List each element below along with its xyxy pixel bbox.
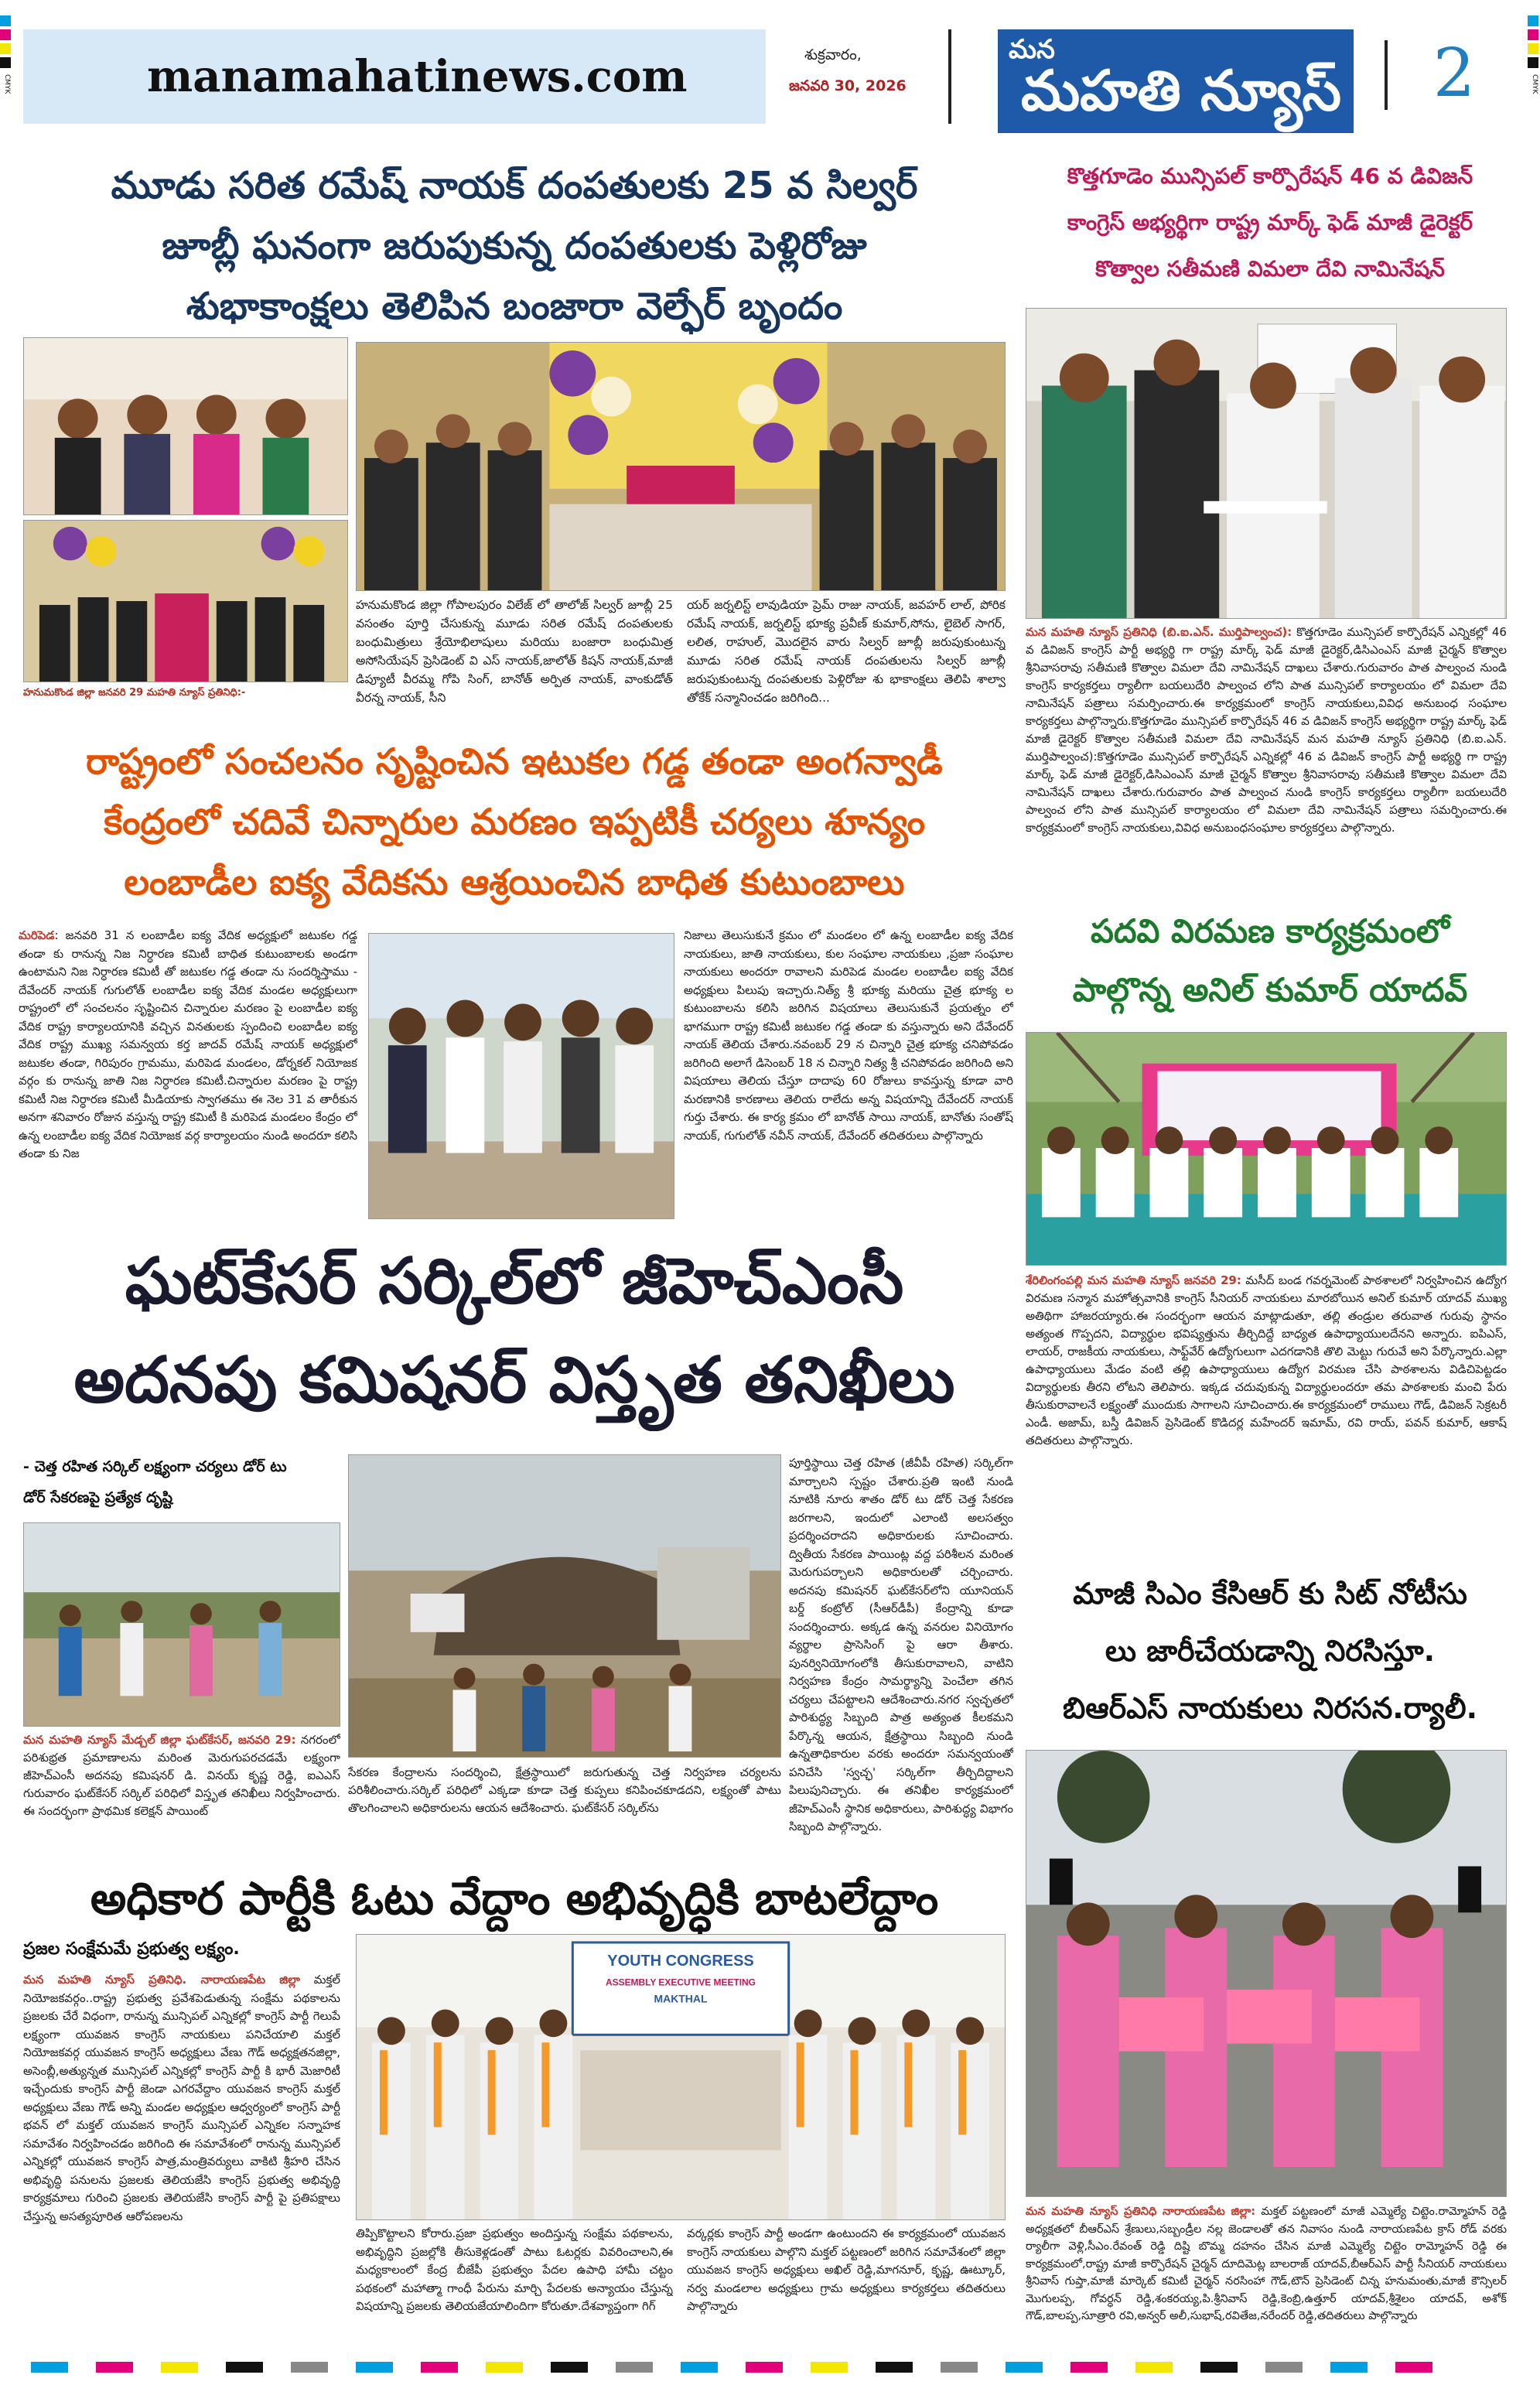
story4-byline: శేరిలింగంపల్లి మన మహతి న్యూస్ జనవరి 29: (1026, 1273, 1241, 1287)
story3-body-col2: నిజాలు తెలుసుకునే క్రమం లో మండలం లో ఉన్న లంబాడీల ఐక్య వేదిక నాయకులు, జాతి నాయకులు, కుల సంఘాల నాయకులు ,ప్రజా సంఘాల నాయకులు అందరూ రావాలని మరిపెడ మండల లంబాడీల ఐక్య వేదిక అధ్యక్షులు పిలుపు ఇచ్చారు.నిత్య్ శ్రీ భూక్య మరియు చైత్ర భూక్య ల కుటుంబాలను కలిసి జరిగిన విషయాలు తెలుసుకునే ప్రయత్నం లో భాగముగా రాష్ట్ర కమిటీ జటుకల గడ్డ తండా కు వస్తున్నారు అని దేవేందర్ నాయక్ తెలియ చేశారు.నవంబర్ 29 న చిన్నారి చైత్ర భూక్య చనిపోవడం జరిగింది అలాగే డిసెంబర్ 18 న చిన్నారి నిత్య శ్రీ చనిపోవడం జరిగింది అని విషయాలు తెలియ చేస్తూ దాదాపు 60 రోజులు కావస్తున్న కూడా వారి మరణానికి కారణాలు తెలియ రాలేదు అన్న విషయాన్ని దేవేందర్ నాయక్ గుర్తు చేశారు. ఈ కార్య క్రమం లో బానోత్ సాయి నాయక్, బానోతు సంతోష్ నాయక్, గుగులోత్ నవీన్ నాయక్, దేవేందర్ తదితరులు పాల్గొన్నారు (684, 928, 1013, 1143)
story5-subhead-line1: - చెత్త రహిత సర్కిల్ లక్ష్యంగా చర్యలు డోర్ టు (23, 1458, 287, 1475)
story3-headline-line3: లంబాడీల ఐక్య వేదికను ఆశ్రయించిన బాధిత కుటుంబాలు (124, 861, 905, 903)
masthead-day: శుక్రవారం, (804, 46, 862, 63)
story7-subhead: ప్రజల సంక్షేమమే ప్రభుత్వ లక్ష్యం. (23, 1939, 240, 1959)
story7-headline: అధికార పార్టీకి ఓటు వేద్దాం అభివృద్ధికి బాటలేద్దాం (90, 1872, 939, 1925)
story1-headline-line1: మూడు సరిత రమేష్ నాయక్ దంపతులకు 25 వ సిల్వర్ (111, 164, 918, 207)
story3-headline-line1: రాష్ట్రంలో సంచలనం సృష్టించిన ఇటుకల గడ్డ తండా అంగన్వాడీ (86, 740, 943, 782)
story5-photo-garbage-dump (348, 1454, 781, 1758)
story7-body-col3: వర్కర్లకు కాంగ్రెస్ పార్టీ అండగా ఉంటుందని ఈ కార్యక్రమంలో యువజన కాంగ్రెస్ నాయకులు పాల్గొని మక్తల్ పట్టణంలో జరిగిన సమావేశంలో జిల్లా యువజన కాంగ్రెస్ అధ్యక్షులు అఖిల్ రెడ్డి,మాగనూర్, కృష్ణ, ఊట్కూర్, నర్వ మండలాల అధ్యక్షులు గ్రామ అధ్యక్షులు కార్యకర్తలు తదితరులు పాల్గొన్నారు (687, 2226, 1006, 2313)
story3-photo-men (368, 933, 674, 1219)
story5-photo-inspection-small (23, 1522, 340, 1727)
story6-byline: మన మహతి న్యూస్ ప్రతినిధి నారాయణపేట జిల్లా: (1026, 2206, 1256, 2218)
website-url[interactable]: manamahatinews.com (147, 51, 688, 102)
story7-body-col1 (23, 1971, 340, 2335)
story4-body-text: మసీద్ బండ గవర్నమెంట్ పాఠశాలలో నిర్వహించిన ఉద్యోగ విరమణ సన్మాన మహోత్సవానికి కాంగ్రెస్ సీనియర్ నాయకులు మారబోయిన అనిల్ కుమార్ యాదవ్ ముఖ్య అతిథిగా హాజరయ్యారు.ఈ సందర్భంగా ఆయన మాట్లాడుతూ, తల్లి తండ్రుల తరువాత గురువు స్థానం అత్యంత గొప్పదని, విద్యార్థుల భవిష్యత్తును తీర్చిదిద్దే బాధ్యత ఉపాధ్యాయులదేనని అన్నారు. ఐపిఎస్, లాయర్, రాజకీయ నాయకులు, సాఫ్ట్‌వేర్ ఉద్యోగులుగా ఎదగడానికి తొలి మెట్టు గురువే అని పేర్కొన్నారు.ఎల్లా ఉపాధ్యాయులు మేడం వంటి తల్లి ఉపాధ్యాయులు ఉద్యోగ విరమణ చేసి పాఠశాలను విడిచిపెట్టడం విద్యార్థులకు తీరని లోటని తెలిపారు. ఇక్కడ చదువుకున్న విద్యార్థులందరూ తమ పాఠశాలకు మంచి పేరు తీసుకురావాలనే లక్ష్యంతో ముందుకు సాగాలని సూచించారు.ఈ కార్యక్రమంలో రాములు గౌడ్, డివిజన్ సెక్రటరీ ఎండీ. అజామ్, బస్తీ డివిజన్ ప్రెసిడెంట్ కొడిదర్ల మహేందర్ ఇమామ్, రవి రాయ్, పవన్ కుమార్, ఆకాష్ తదితరులు పాల్గొన్నారు. (1026, 1273, 1507, 1447)
story1-headline-line2: జూబ్లీ ఘనంగా జరుపుకున్న దంపతులకు పెళ్లిరోజు (162, 224, 867, 268)
masthead-logo (998, 29, 1354, 133)
story6-headline-line3: బిఆర్ఎస్ నాయకులు నిరసన.ర్యాలీ. (1062, 1691, 1478, 1725)
story4-photo-stage (1026, 1032, 1507, 1266)
story6-body (1026, 2203, 1507, 2335)
story1-photo-balloons-small (23, 520, 348, 682)
story5-body-col2: సేకరణ కేంద్రాలను సందర్శించి, క్షేత్రస్థాయిలో జరుగుతున్న చెత్త నిర్వహణ చర్యలను పరిశీలించారు.సర్కిల్ పరిధిలో ఎక్కడా కూడా చెత్త కుప్పలు కనిపించకూడదని, లక్ష్యంతో పాటు తొలగించాలని అధికారులను ఆయన ఆదేశించారు. ఘట్‌కేసర్ సర్కిల్‌ను (348, 1765, 781, 1815)
story6-body-text: మక్తల్ పట్టణంలో మాజీ ఎమ్మెల్యే చిట్టెం.రామ్మోహన్ రెడ్డి అధ్యక్షతలో బీఆర్ఎస్ శ్రేణులు,సబ్బండ్రీల నల్ల జెండాలతో తన నివాసం నుండి నారాయణపేట క్రాస్ రోడ్ వరకు ర్యాలీగా వెళ్లి,సీఎం.రేవంత్ రెడ్డి దిష్టి బొమ్మ దహనం చేసిన మాజీ ఎమ్మెల్యే చిట్టెం రామ్మోహన్ రెడ్డి ఈ కార్యక్రమంలో,రాష్ట్ర మాజీ కార్పొరేషన్ చైర్మన్ దూదిమెట్ల బాలరాజ్ యాదవ్,బీఆర్ఎస్ పార్టీ సీనియర్ నాయకులు శ్రీనివాస్ గుప్తా,మాజీ మార్కెట్ కమిటీ చైర్మన్ నరసింహా గౌడ్,టౌన్ ప్రెసిడెంట్ చిన్న హనుమంతు,మాజీ కౌన్సిలర్ మొగులప్ప, గోవర్ధన్ రెడ్డి,శంకరయ్య,పి.శ్రీనివాస్ రెడ్డి,కెంబ్రి,ఉత్తూర్ యాదవ్,శ్రీశైలం యాదవ్, అశోక్ గౌడ్,బాలప్ప,సూత్రారి రవి,అన్వర్ అలీ,సుభాష్,రవితేజ,నరేందర్ రెడ్డి,తదితరులు పాల్గొన్నారు (1026, 2206, 1507, 2322)
story5-body-col1-text: నగరంలో పరిశుభ్రత ప్రమాణాలను మరింత మెరుగుపరచడమే లక్ష్యంగా జీహెచ్ఎంసీ అదనపు కమిషనర్ డి. వినయ్ కృష్ణ రెడ్డి, ఐఎఎస్ గురువారం ఘట్‌కేసర్ సర్కిల్ పరిధిలో విస్తృత తనిఖీలు నిర్వహించారు. ఈ సందర్భంగా ప్రాథమిక కలెక్షన్ పాయింట్ (23, 1733, 340, 1818)
youth-congress-banner-text: YOUTH CONGRESS (607, 1952, 754, 1970)
story5-headline-line1: ఘట్‌కేసర్ సర్కిల్‌లో జీహెచ్ఎంసీ (125, 1245, 904, 1318)
story5-subhead-line2: డోర్ సేకరణపై ప్రత్యేక దృష్టి (23, 1489, 173, 1506)
story2-headline-line2: కాంగ్రెస్ అభ్యర్థిగా రాష్ట్ర మార్క్ ఫెడ్ మాజీ డైరెక్టర్ (1067, 210, 1473, 235)
story1-photo-main (356, 342, 1006, 591)
story4-headline-line1: పదవి విరమణ కార్యక్రమంలో (1091, 912, 1450, 950)
story6-headline-line2: లు జారీచేయడాన్ని నిరసిస్తూ. (1105, 1634, 1436, 1668)
story3-headline-line2: కేంద్రంలో చదివే చిన్నారుల మరణం ఇప్పటికీ చర్యలు శూన్యం (104, 801, 925, 842)
story5-headline-line2: అదనపు కమిషనర్ విస్తృత తనిఖీలు (73, 1344, 955, 1417)
story2-headline-line3: కొత్వాల సతీమణి విమలా దేవి నామినేషన్ (1095, 256, 1445, 282)
youth-congress-banner-place: MAKTHAL (654, 1992, 708, 2005)
story7-byline: మన మహతి న్యూస్ ప్రతినిధి. నారాయణపేట జిల్లా (23, 1973, 300, 1987)
page-divider (1385, 40, 1388, 110)
story1-body-col2: యర్ జర్నలిస్ట్ లావుడియా ప్రెమ్ రాజు నాయక్, జవహర్ లాల్, పోరిక రమేష్ నాయక్, జర్నలిస్ట్ భూక్య ప్రవీణ్ కుమార్,సోను, లైబెల్ సాగర్, లలిత, రాహుల్, మొదలైన వారు సిల్వర్ జూబ్లీ జరుపుకుంటున్న మూడు సరిత రమేష్ నాయక్ దంపతులను సిల్వర్ జూబ్లీ జరుపుకుంటున్న దంపతులకు పెళ్లిరోజు శు భాకాంక్షలు తెలిపి శాల్వా తోకేక్ సన్మానించడం జరిగింది... (687, 598, 1006, 705)
story7-body-col2: తిప్పికొట్టాలని కోరారు.ప్రజా ప్రభుత్వం అందిస్తున్న సంక్షేమ పథకాలను, అభివృద్ధిని ప్రజల్లోకి తీసుకెళ్లడంతో పాటు ఓటర్లకు వివరించాలని,ఈ మధ్యకాలంలో కేంద్ర బీజేపీ ప్రభుత్వం పేదల ఉపాధి హామీ చట్టం పథకంలో మహాత్మా గాంధీ పేరును మార్చి పేదలకు అన్యాయం చేస్తున్న విషయాన్ని ప్రజలకు తెలియజేయాలిందిగా కోరుతూ.దేశవ్యాప్తంగా గిగ్ (356, 2226, 673, 2313)
print-color-bar (31, 2361, 1508, 2376)
side-mark-right: CMYK (1528, 15, 1538, 108)
story5-byline: మన మహతి న్యూస్ మేడ్చల్ జిల్లా ఘట్‌కేసర్, జనవరి 29: (23, 1733, 296, 1747)
story2-photo-nomination (1026, 308, 1507, 619)
logo-small: మన (1009, 34, 1055, 65)
story3-body-col1 (19, 927, 357, 1225)
story7-photo-meeting (356, 1934, 1006, 2220)
story4-headline-line2: పాల్గొన్న అనిల్ కుమార్ యాదవ్ (1072, 971, 1468, 1009)
youth-congress-banner-sub: ASSEMBLY EXECUTIVE MEETING (606, 1977, 756, 1988)
story2-body-text: కొత్తగూడెం మున్సిపల్ కార్పొరేషన్ ఎన్నికల్లో 46 వ డివిజన్ కాంగ్రెస్ పార్టీ అభ్యర్థి గా రాష్ట్ర మార్క్ ఫెడ్ మాజీ డైరెక్టర్,డిసిఎంఎస్ మాజీ చైర్మన్ కొత్వాల శ్రీనివాసరావు సతీమణి కొత్వాల విమలా దేవి నామినేషన్ దాఖలు చేశారు.గురువారం పాత పాల్వంచ నుండి కాంగ్రెస్ కార్యకర్తలు ర్యాలీగా బయలుదేరి పాల్వంచ లోని పాత మున్సిపల్ కార్యాలయం లో విమలా దేవి నామినేషన్ పత్రాలు సమర్పించారు.ఈ కార్యక్రమంలో కాంగ్రెస్ నాయకులు,వివిధ అనుబంధ సంఘాల కార్యకర్తలు పాల్గొన్నారు.కొత్తగూడెం మున్సిపల్ కార్పొరేషన్ 46 వ డివిజన్ కాంగ్రెస్ అభ్యర్థిగా రాష్ట్ర మార్క్ ఫెడ్ మాజీ డైరెక్టర్ కొత్వాల సతీమణి విమలా దేవి నామినేషన్ మన మహతి న్యూస్ ప్రతినిధి (బి.ఐ.ఎన్. ముర్తిపాల్వంచ):కొత్తగూడెం మున్సిపల్ కార్పొరేషన్ ఎన్నికల్లో 46 వ డివిజన్ కాంగ్రెస్ పార్టీ అభ్యర్థి గా రాష్ట్ర మార్క్ ఫెడ్ మాజీ డైరెక్టర్,డిసిఎంఎస్ మాజీ చైర్మన్ కొత్వాల శ్రీనివాసరావు సతీమణి కొత్వాల విమలా దేవి నామినేషన్ దాఖలు చేశారు.గురువారం పాత పాల్వంచ నుండి కాంగ్రెస్ కార్యకర్తలు ర్యాలీగా బయలుదేరి పాల్వంచ లోని పాత మున్సిపల్ కార్యాలయం లో విమలా దేవి నామినేషన్ పత్రాలు సమర్పించారు.ఈ కార్యక్రమంలో కాంగ్రెస్ నాయకులు,వివిధ అనుబంధసంఘాల కార్యకర్తలు పాల్గొన్నారు. (1026, 625, 1507, 835)
story1-headline-line3: శుభాకాంక్షలు తెలిపిన బంజారా వెల్ఫేర్ బృందం (186, 285, 843, 328)
story3-byline: మరిపెడ (19, 928, 55, 942)
story1-caption: హనుమకొండ జిల్లా జనవరి 29 మహతి న్యూస్ ప్రతినిధి:- (23, 687, 246, 699)
story2-byline: మన మహతి న్యూస్ ప్రతినిధి (బి.ఐ.ఎన్. ముర్తిపాల్వంచ): (1026, 625, 1292, 639)
story3-body-col1-text: : జనవరి 31 న లంబాడీల ఐక్య వేదిక అధ్యక్షులో జటుకల గడ్డ తండా కు రానున్న నిజ నిర్ధారణ కమిటీ బాధిత కుటుంబాలకు అండగా ఉంటామని నిజ నిర్ధారణ కమిటీ తో జటుకల గడ్డ తండా ను సందర్శిస్తాము - దేవేందర్ నాయక్ గుగులోత్ లంబాడీల ఐక్య వేదిక మండల అధ్యక్షులుగా రాష్ట్రంలో లో సంచలనం సృష్టించిన చిన్నారుల మరణం పై లంబాడీల ఐక్య వేదిక రాష్ట్ర కార్యాలయానికి వచ్చిన వినతులకు స్పందించి లంబాడీల ఐక్య వేదిక రాష్ట్ర ముఖ్య సమన్వయ కర్త జాదవ్ రమేష్ నాయక్ అధ్యక్షులో జటుకల తండా, గిరిపురం గ్రామము, మరిపెడ మండలం, డోర్నకల్ నియోజక వర్గం కు రానున్న జాతి నిజ నిర్ధారణ కమిటీ.చిన్నారుల మరణం పై రాష్ట్ర కమిటీ నిజ నిర్ధారణ కమిటీ మీడియాకు స్వాగతము ఈ నెల 31 వ తారీకున అనగా శనివారం రోజున వస్తున్న రాష్ట్ర కమిటీ కి మరిపెడ మండలం కేంద్రం లో ఉన్న లంబాడీల ఐక్య వేదిక నియోజక వర్గ కార్యాలయం నుండి అందరూ కలిసి తండా కు నిజ (19, 928, 357, 1160)
masthead-date: జనవరి 30, 2026 (789, 77, 907, 94)
story1-body-col1: హనుమకొండ జిల్లా గోపాలపురం విలేజ్ లో తాలోజ్ సిల్వర్ జూబ్లీ 25 వసంతం పూర్తి చేసుకున్న మూడు సరిత రమేష్ దంపతులకు బంధుమిత్రులు శ్రేయోభిలాషులు మరియు బంజారా బంధుమిత్ర అసోసియేషన్ ప్రెసిడెంట్ వి ఎస్ నాయక్,జాలోత్ కిషన్ నాయక్,మాజీ డిప్యూటీ వీరమ్మ గోపి సింగ్, బానోత్ అర్పిత నాయక్, వాంకుడోత్ వీరన్న నాయక్, సీని (356, 598, 673, 705)
story4-body (1026, 1272, 1507, 1558)
side-mark-left: CMYK (0, 15, 11, 108)
masthead-date-box (773, 29, 951, 124)
story5-subhead (23, 1451, 371, 1516)
story2-headline-line1: కొత్తగూడెం మున్సిపల్ కార్పొరేషన్ 46 వ డివిజన్ (1067, 163, 1473, 189)
story1-photo-couple-small (23, 337, 348, 515)
story7-body-col1-text: మక్తల్ నియోజకవర్గం..రాష్ట్ర ప్రభుత్వ ప్రవేశపెడుతున్న సంక్షేమ పథకాలను ప్రజలకు చేరే విధంగా, రానున్న మున్సిపల్ ఎన్నికల్లో కాంగ్రెస్ పార్టీ గెలుపే లక్ష్యంగా యువజన కాంగ్రెస్ నాయకులు పనిచేయాలి మక్తల్ నియోజకవర్గ యువజన కాంగ్రెస్ అధ్యక్షులు వేణు గౌడ్ అధ్యక్షతనజిల్లా, అసెంబ్లీ,అత్యున్నత మున్సిపల్ ఎన్నికల్లో కాంగ్రెస్ పార్టీ కి భారీ మెజారిటీ ఇచ్చేందుకు కాంగ్రెస్ పార్టీ జెండా ఎగరవేద్దాం యువజన కాంగ్రెస్ మక్తల్ అధ్యక్షులు వేణు గౌడ్ అన్ని మండల అధ్యక్షుల ఆధ్వర్యంలో కాంగ్రెస్ పార్టీ భవన్ లో మక్తల్ యువజన కాంగ్రెస్ మున్సిపల్ ఎన్నికల సన్నాహక సమావేశం నిర్వహించడం జరిగింది ఈ సమావేశంలో రానున్న మున్సిపల్ ఎన్నికల్లో యువజన కాంగ్రెస్ పాత్ర,మంత్రివర్యులు వాకిటి శ్రీహరి చేసిన అభివృద్ధి పనులను ప్రజలకు తెలియజేసి కాంగ్రెస్ ప్రభుత్వ అభివృద్ధి కార్యక్రమాలు గురించి ప్రజలకు తెలియజేసి కాంగ్రెస్ పార్టీ పై ప్రతిపక్షాలు చేస్తున్న అసత్యపూరిత ఆరోపణలను (23, 1973, 340, 2223)
page-number: 2 (1432, 35, 1476, 112)
story6-photo-rally (1026, 1750, 1507, 2197)
story6-headline-line1: మాజీ సిఎం కేసిఆర్ కు సిట్ నోటీసు (1073, 1577, 1467, 1611)
story5-body-col1 (23, 1731, 340, 1855)
story5-body-col3: పూర్తిస్థాయి చెత్త రహిత (జీవీపీ రహిత) సర్కిల్‌గా మార్చాలని స్పష్టం చేశారు.ప్రతి ఇంటి నుండి నూటికి నూరు శాతం డోర్ టు డోర్ చెత్త సేకరణ జరగాలని, ఇందులో ఎలాంటి అలసత్వం ప్రదర్శించరాదని అధికారులకు సూచించారు. ద్వితీయ సేకరణ పాయింట్ల వద్ద పరిశీలన మరింత మెరుగుపర్చాలని అధికారులతో చర్చించారు. అదనపు కమిషనర్ ఘట్‌కేసర్‌లోని యూనియన్ బర్డ్ కంట్రోల్ (సీఆర్‌డీపీ) కేంద్రాన్ని కూడా సందర్శించారు. అక్కడ ఉన్న వనరుల వినియోగం వ్యర్థాల ప్రాసెసింగ్ పై ఆరా తీశారు. పునర్వినియోగంలోకి తీసుకురావాలని, వాటిని నిర్వహణ కేంద్రం సామర్థ్యాన్ని పెంచేలా తగిన చర్యలు చేపట్టాలని ఆదేశించారు.నగర స్వచ్ఛతలో పారిశుద్ధ్య సిబ్బంది పాత్ర అత్యంత కీలకమని పేర్కొన్న ఆయన, క్షేత్రస్థాయి సిబ్బంది నుండి ఉన్నతాధికారుల వరకు అందరూ సమన్వయంతో పనిచేసి 'స్వచ్ఛ' సర్కిల్‌గా తీర్చిదిద్దాలని పిలుపునిచ్చారు. ఈ తనిఖీల కార్యక్రమంలో జీహెచ్ఎంసీ స్థానిక అధికారులు, పారిశుద్ధ్య విభాగం సిబ్బంది పాల్గొన్నారు. (789, 1456, 1013, 1833)
logo-main: మహతి న్యూస్ (1021, 58, 1342, 123)
story2-body (1026, 624, 1507, 941)
